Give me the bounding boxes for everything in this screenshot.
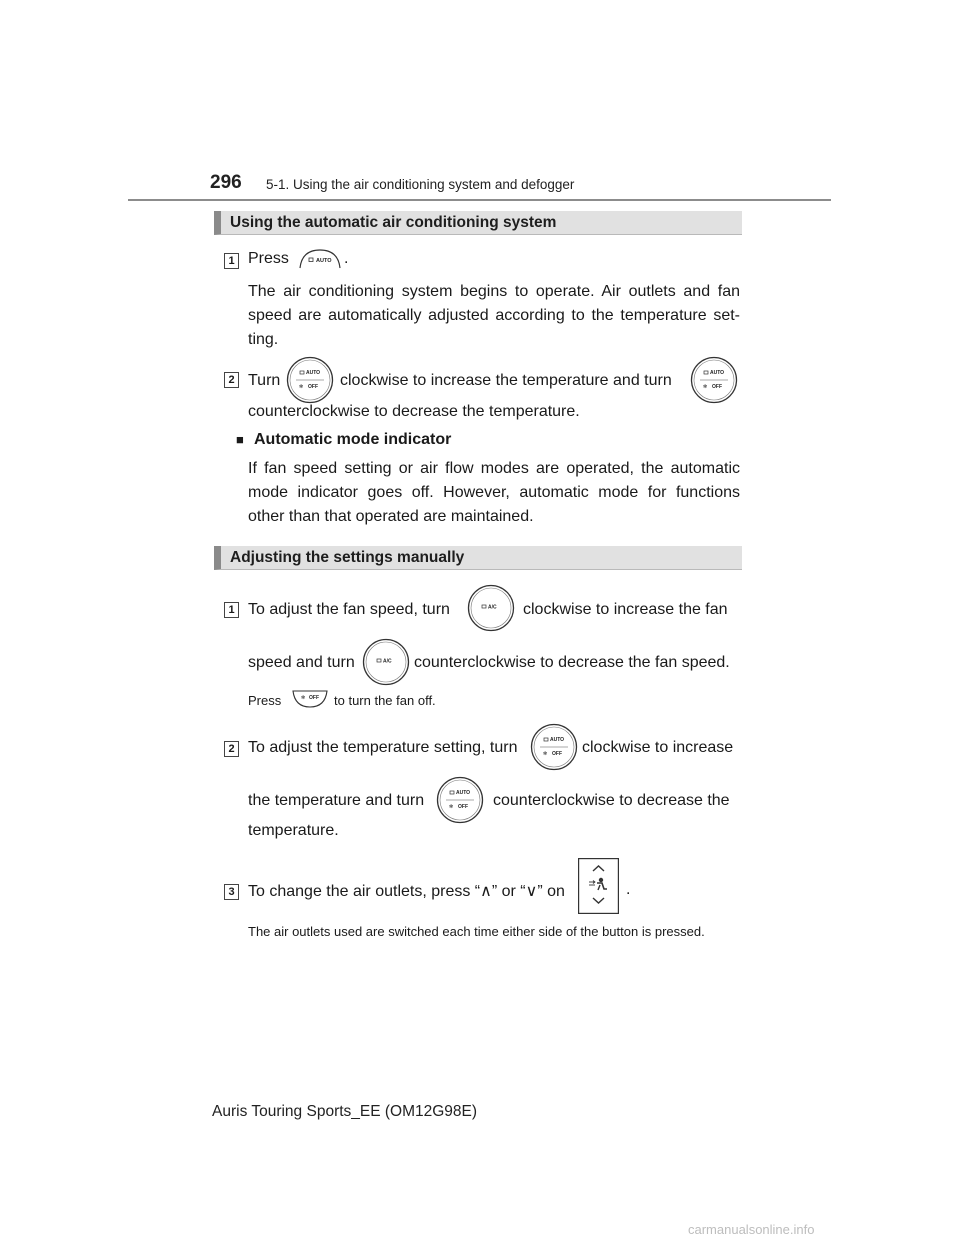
temp-text-3: the temperature and turn	[248, 792, 425, 809]
bullet-icon: ■	[236, 432, 244, 447]
ac-label: A/C	[488, 604, 497, 611]
svg-text:✻: ✻	[299, 384, 304, 390]
down-symbol: ∨	[525, 883, 538, 900]
temperature-knob-icon	[690, 356, 738, 404]
step1-description: The air conditioning system begins to operate. Air outlets and fan speed are automatically adjusted according to the temperature set-ting.	[248, 283, 740, 348]
watermark: carmanualsonline.info	[688, 1222, 815, 1237]
temperature-knob-icon	[286, 356, 334, 404]
auto-label: AUTO	[316, 258, 332, 264]
outlet-on: ” on	[537, 883, 565, 900]
turn-label: Turn	[248, 372, 281, 389]
section-header-automatic	[214, 211, 742, 235]
fan-knob-icon	[362, 638, 410, 686]
svg-text:✻: ✻	[543, 751, 548, 757]
fan-off-button-icon	[292, 689, 328, 709]
ac-label: A/C	[383, 658, 392, 665]
step-number-1: 1	[224, 253, 239, 269]
auto-label: AUTO	[710, 370, 725, 376]
step2-mid: clockwise to increase the temperature and turn	[340, 372, 672, 389]
page-number: 296	[210, 172, 242, 193]
auto-label: AUTO	[306, 370, 321, 376]
temperature-knob-icon	[436, 776, 484, 824]
period: .	[344, 250, 349, 267]
temp-text-2: clockwise to increase	[582, 739, 734, 756]
temp-text-1: To adjust the temperature setting, turn	[248, 739, 518, 756]
svg-text:✻: ✻	[449, 804, 454, 810]
auto-label: AUTO	[550, 737, 565, 743]
temp-text-4: counterclockwise to decrease the	[493, 792, 730, 809]
fan-knob-icon	[467, 584, 515, 632]
section-header-manual	[214, 546, 742, 570]
chapter-heading: 5-1. Using the air conditioning system and defogger	[266, 177, 575, 192]
off-label: OFF	[309, 695, 319, 701]
air-outlet-button-icon	[578, 858, 619, 914]
outlet-or: ” or “	[491, 883, 526, 900]
manual-id: Auris Touring Sports_EE (OM12G98E)	[212, 1103, 478, 1120]
fan-text-1: To adjust the fan speed, turn	[248, 601, 450, 618]
step-number-2: 2	[224, 741, 239, 757]
svg-text:✻: ✻	[703, 384, 708, 390]
off-label: OFF	[308, 384, 318, 390]
fan-text-4: counterclockwise to decrease the fan speed.	[414, 654, 730, 671]
off-label: OFF	[712, 384, 722, 390]
fan-text-2: clockwise to increase the fan	[523, 601, 728, 618]
temperature-knob-icon	[530, 723, 578, 771]
indicator-description: If fan speed setting or air flow modes are operated, the automatic mode indicator goes off. However, automatic mode for functions other than that operated are maintained.	[248, 460, 740, 525]
step-number-3: 3	[224, 884, 239, 900]
header-rule	[128, 199, 831, 201]
svg-text:✻: ✻	[301, 695, 306, 701]
off-label: OFF	[552, 751, 562, 757]
fan-note-end: to turn the fan off.	[334, 693, 436, 708]
press-label: Press	[248, 250, 289, 267]
section-title: Using the automatic air conditioning system	[230, 214, 557, 231]
section-title: Adjusting the settings manually	[230, 549, 465, 566]
temp-text-5: temperature.	[248, 822, 339, 839]
step-number-2: 2	[224, 372, 239, 388]
outlet-text-1: To change the air outlets, press “	[248, 883, 481, 900]
step2-end: counterclockwise to decrease the temperature.	[248, 403, 580, 420]
outlet-note: The air outlets used are switched each time either side of the button is pressed.	[248, 924, 705, 939]
outlet-end: .	[626, 881, 631, 898]
step-number-1: 1	[224, 602, 239, 618]
fan-text-3: speed and turn	[248, 654, 355, 671]
indicator-title: Automatic mode indicator	[254, 431, 452, 448]
outlet-text	[248, 881, 565, 901]
auto-label: AUTO	[456, 790, 471, 796]
off-label: OFF	[458, 804, 468, 810]
up-symbol: ∧	[480, 883, 492, 900]
auto-button-icon	[298, 248, 342, 270]
fan-note-press: Press	[248, 693, 282, 708]
